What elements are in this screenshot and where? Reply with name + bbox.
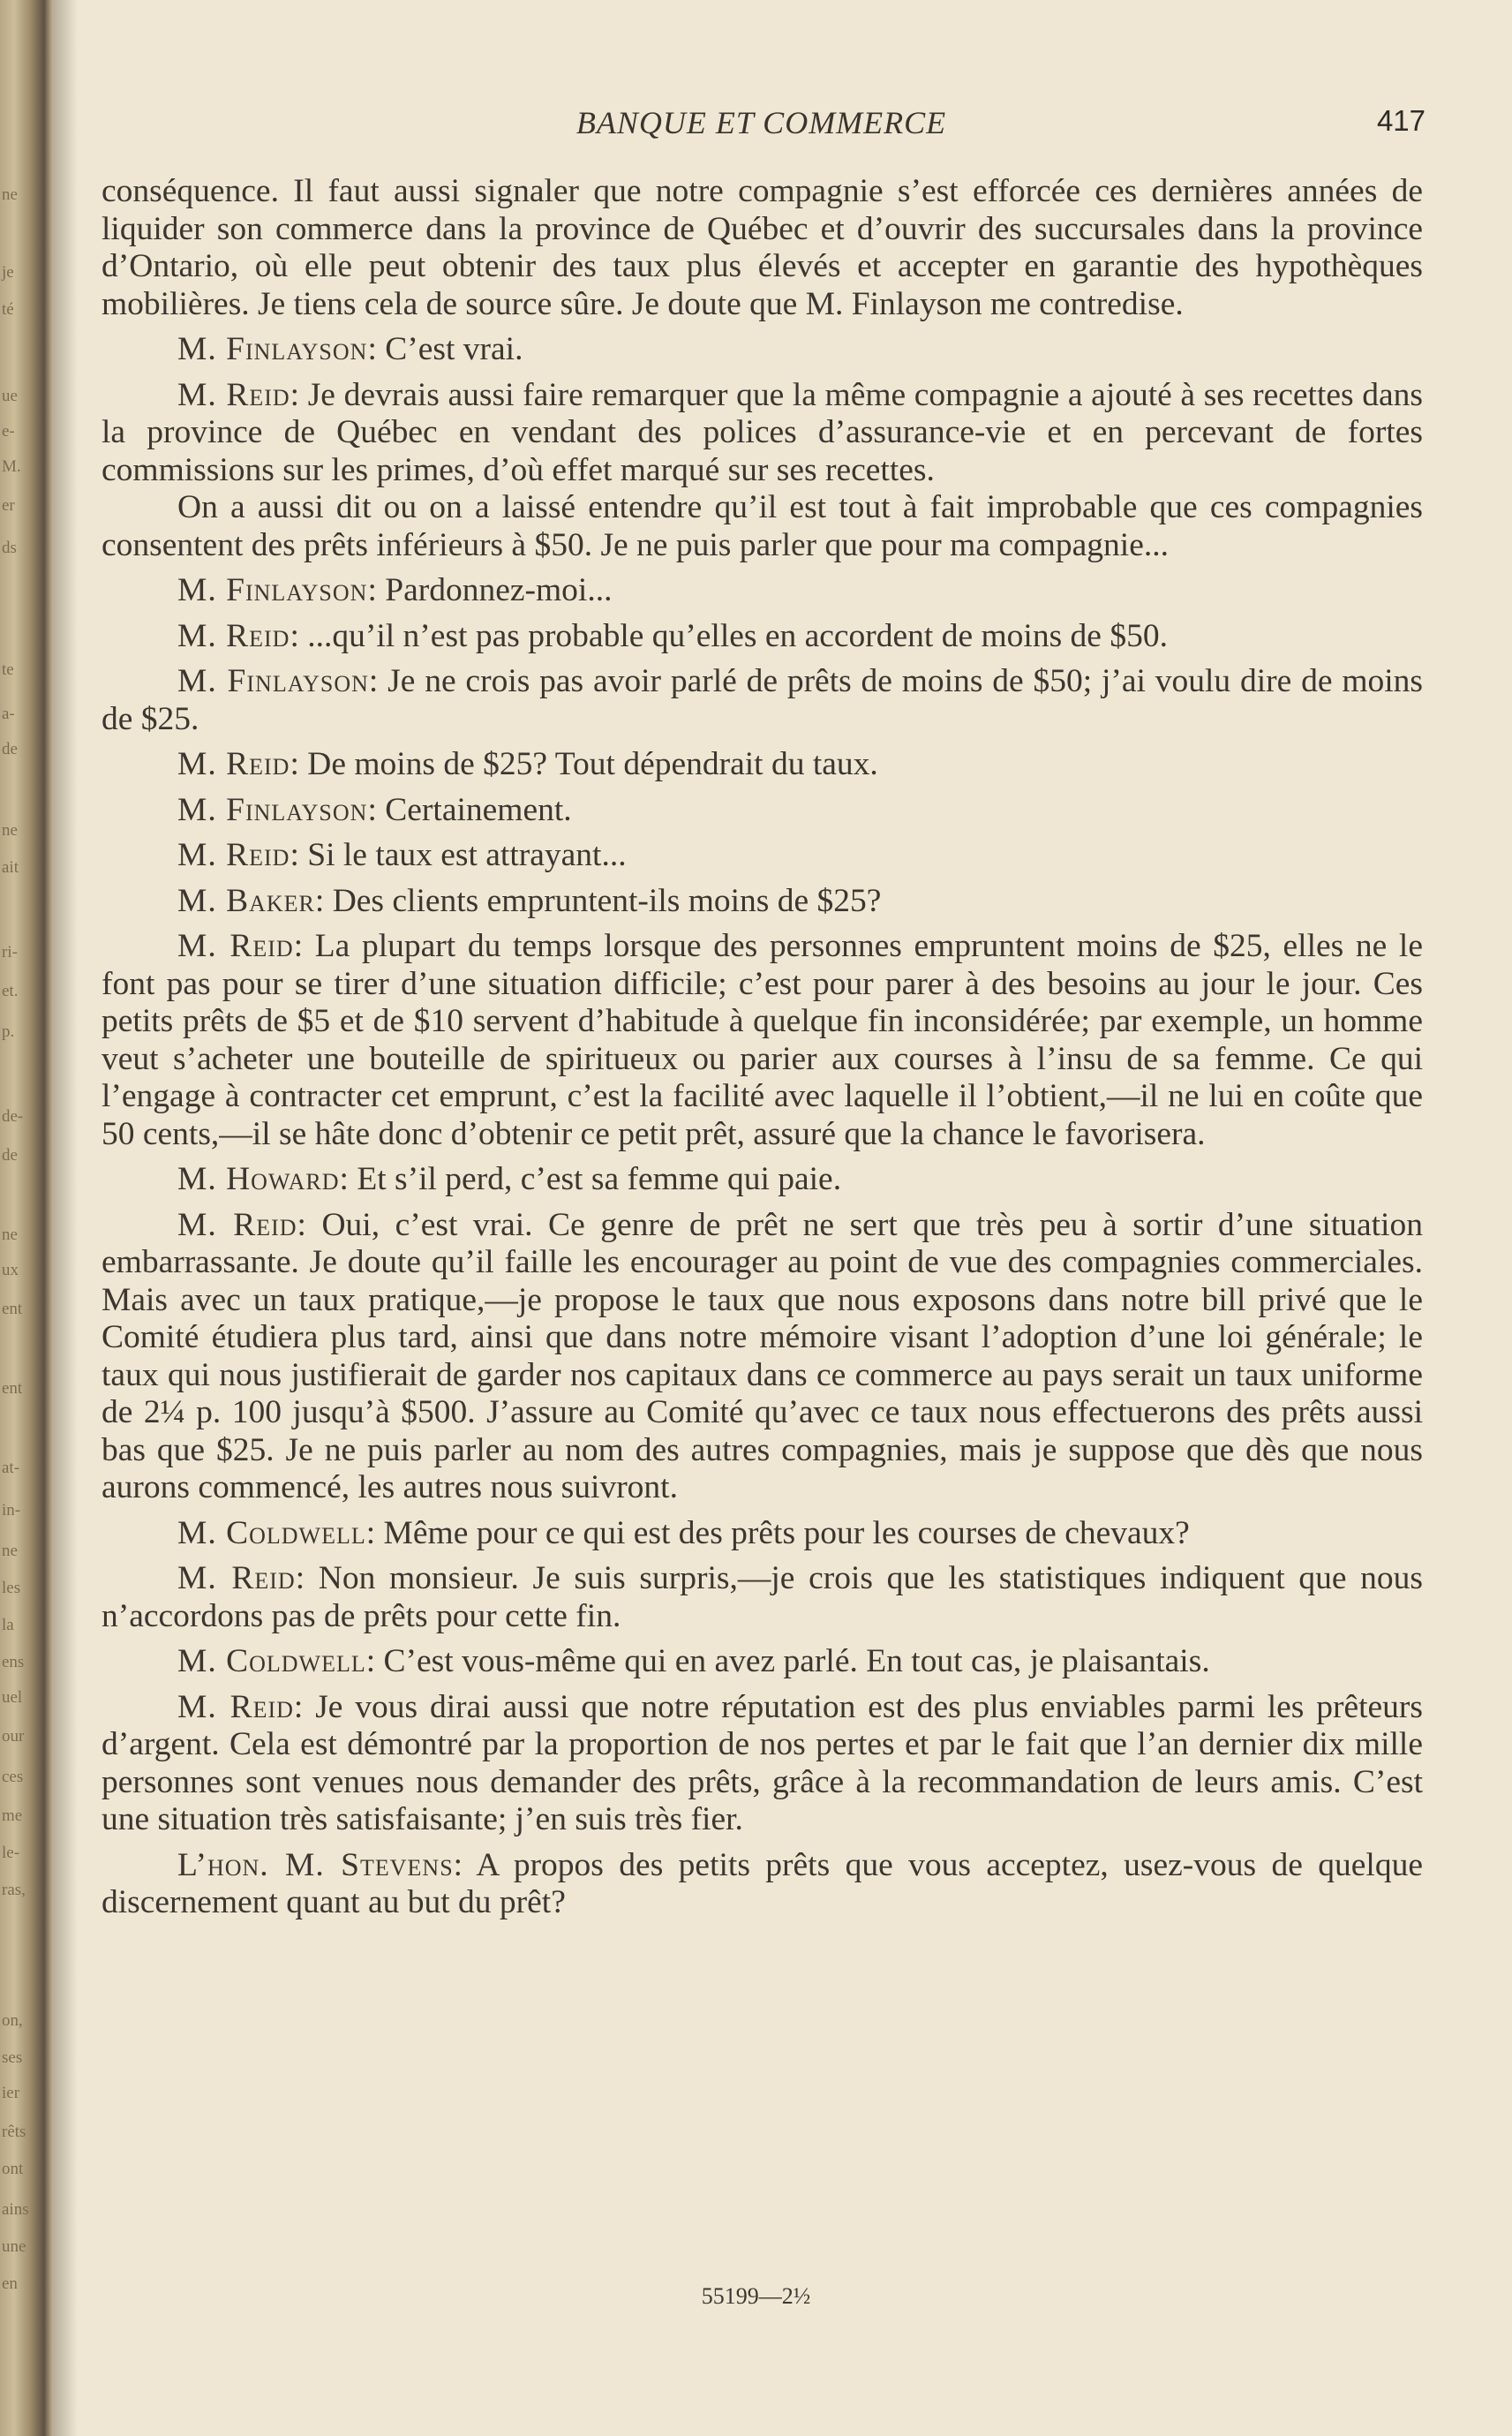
paragraph: M. Finlayson: Pardonnez-moi... [177, 572, 613, 608]
page-number: 417 [1376, 104, 1425, 137]
margin-fragment: té [2, 300, 14, 319]
margin-fragment: uel [2, 1688, 23, 1707]
margin-fragment: la [2, 1616, 14, 1634]
margin-fragment: ent [2, 1379, 23, 1398]
margin-fragment: a- [2, 705, 15, 723]
margin-fragment: ait [2, 858, 19, 877]
paragraph: M. Baker: Des clients empruntent-ils moins de $25? [177, 882, 882, 919]
speaker-name: M. Finlayson [177, 791, 368, 828]
paragraph-text: ...qu’il n’est pas probable qu’elles en accordent de moins de $50. [307, 617, 1168, 654]
margin-fragment: ras, [2, 1881, 26, 1899]
speaker-name: M. Reid [177, 1206, 297, 1243]
paragraph: M. Reid: Je vous dirai aussi que notre réputation est des plus enviables parmi les prêteurs d’argent. Cela est démontré par la proportion de nos pertes et par le fait que l’an dernier dix mille personnes sont venues nous demander des prêts, grâce à la recommandation de leurs amis. C’est une situation très satisfaisante; j’en suis très fier. [102, 1688, 1423, 1837]
paragraph-text: La plupart du temps lorsque des personnes empruntent moins de $25, elles ne le font pas pour se tirer d’une situation difficile; c’est pour parer à des besoins au jour le jour. Ces petits prêts de $5 et de $10 servent d’habitude à quelque fin inconsidérée; par exemple, un homme veut s’acheter une bouteille de spiritueux ou parier aux courses à l’insu de sa femme. Ce qui l’engage à contracter cet emprunt, c’est la facilité avec laquelle il l’obtient,—il ne lui en coûte que 50 cents,—il se hâte donc d’obtenir ce petit prêt, assuré que la chance le favorisera. [102, 928, 1423, 1152]
margin-fragment: ont [2, 2160, 24, 2178]
paragraph [102, 173, 1423, 323]
speaker-name: M. Reid [177, 617, 290, 654]
paragraph-text: C’est vous-même qui en avez parlé. En tout cas, je plaisantais. [383, 1643, 1210, 1679]
paragraph: M. Reid: Oui, c’est vrai. Ce genre de prêt ne sert que très peu à sortir d’une situation embarrassante. Je doute qu’il faille les encourager au point de vue des compagnies commerciales. Mais avec un taux pratique,—je propose le taux que nous exposons dans notre bill privé que le Comité étudiera plus tard, ainsi que dans notre mémoire visant l’adoption d’une loi générale; le taux qui nous justifierait de garder nos capitaux dans ce commerce au pays serait un taux uniforme de 2¼ p. 100 jusqu’à $500. J’assure au Comité qu’avec ce taux nous effectuerons des prêts aussi bas que $25. Je ne puis parler au nom des autres compagnies, mais je suppose que dès que nous aurons commencé, les autres nous suivront. [102, 1206, 1423, 1505]
paragraph: M. Howard: Et s’il perd, c’est sa femme qui paie. [177, 1161, 842, 1197]
book-spine-gutter [0, 0, 53, 2436]
paragraph-text: On a aussi dit ou on a laissé entendre qu’il est tout à fait improbable que ces compagnies consentent des prêts inférieurs à $50. Je ne puis parler que pour ma compagnie... [102, 489, 1423, 563]
margin-fragment: et. [2, 982, 19, 1000]
margin-fragment: ux [2, 1261, 19, 1279]
margin-fragment: ue [2, 387, 18, 405]
paragraph [102, 489, 1423, 564]
speaker-name: M. Reid [177, 837, 290, 873]
printer-signature: 55199—2½ [701, 2283, 811, 2309]
margin-fragment: une [2, 2237, 26, 2256]
margin-fragment: ens [2, 1653, 25, 1671]
speaker-name: M. Coldwell [177, 1514, 366, 1551]
margin-fragment: te [2, 660, 14, 679]
paragraph-text: Oui, c’est vrai. Ce genre de prêt ne sert que très peu à sortir d’une situation embarrassante. Je doute qu’il faille les encourager au point de vue des compagnies commerciales. Mais avec un taux pratique,—je propose le taux que nous exposons dans notre bill privé que le Comité étudiera plus tard, ainsi que dans notre mémoire visant l’adoption d’une loi générale; le taux qui nous justifierait de garder nos capitaux dans ce commerce au pays serait un taux uniforme de 2¼ p. 100 jusqu’à $500. J’assure au Comité qu’avec ce taux nous effectuerons des prêts aussi bas que $25. Je ne puis parler au nom des autres compagnies, mais je suppose que dès que nous aurons commencé, les autres nous suivront. [102, 1206, 1423, 1505]
speaker-name: M. Finlayson [177, 331, 368, 367]
paragraph-text: Je ne crois pas avoir parlé de prêts de moins de $50; j’ai voulu dire de moins de $25. [102, 663, 1424, 737]
paragraph-text: Je vous dirai aussi que notre réputation est des plus enviables parmi les prêteurs d’argent. Cela est démontré par la proportion de nos pertes et par le fait que l’an dernier dix mille personnes sont venues nous demander des prêts, grâce à la recommandation de leurs amis. C’est une situation très satisfaisante; j’en suis très fier. [102, 1688, 1423, 1837]
gutter-shadow [53, 0, 78, 2436]
paragraph: M. Finlayson: C’est vrai. [177, 331, 523, 367]
margin-fragment: M. [2, 457, 21, 476]
margin-fragment: ne [2, 821, 18, 840]
paragraph: M. Coldwell: C’est vous-même qui en avez parlé. En tout cas, je plaisantais. [177, 1643, 1210, 1679]
margin-fragment: ne [2, 185, 18, 204]
paragraph: M. Reid: De moins de $25? Tout dépendrait du taux. [177, 746, 878, 782]
speaker-name: M. Finlayson [177, 572, 368, 608]
paragraph-text: Non monsieur. Je suis surpris,—je crois que les statistiques indiquent que nous n’accordons pas de prêts pour cette fin. [102, 1560, 1423, 1634]
paragraph-text: Certainement. [385, 791, 572, 828]
paragraph: M. Reid: Si le taux est attrayant... [177, 837, 627, 873]
page-header [97, 104, 1425, 148]
paragraph: L’hon. M. Stevens: A propos des petits prêts que vous acceptez, usez-vous de quelque discernement quant au but du prêt? [102, 1846, 1423, 1920]
paragraph-text: De moins de $25? Tout dépendrait du taux. [307, 746, 878, 782]
speaker-name: M. Reid [177, 1688, 294, 1725]
paragraph-text: A propos des petits prêts que vous acceptez, usez-vous de quelque discernement quant au but du prêt? [102, 1846, 1423, 1920]
paragraph: M. Reid: Non monsieur. Je suis surpris,—je crois que les statistiques indiquent que nous n’accordons pas de prêts pour cette fin. [102, 1560, 1423, 1634]
margin-fragment: rêts [2, 2123, 26, 2141]
margin-fragment: ne [2, 1226, 18, 1244]
paragraph: M. Reid: Je devrais aussi faire remarquer que la même compagnie a ajouté à ses recettes dans la province de Québec en vendant des polices d’assurance-vie et en percevant de fortes commissions sur les primes, d’où effet marqué sur ses recettes. [102, 376, 1423, 488]
paragraph-text: Je devrais aussi faire remarquer que la même compagnie a ajouté à ses recettes dans la province de Québec en vendant des polices d’assurance-vie et en percevant de fortes commissions sur les primes, d’où effet marqué sur ses recettes. [102, 376, 1423, 488]
margin-fragment: ces [2, 1768, 24, 1786]
speaker-name: L’hon. M. Stevens [177, 1846, 454, 1883]
margin-fragment: de [2, 740, 18, 758]
speaker-name: M. Baker [177, 882, 315, 919]
margin-fragment: er [2, 496, 15, 515]
margin-fragment: ent [2, 1300, 23, 1318]
paragraph-text: C’est vrai. [385, 331, 523, 367]
speaker-name: M. Reid [177, 376, 290, 413]
paragraph: M. Reid: La plupart du temps lorsque des personnes empruntent moins de $25, elles ne le font pas pour se tirer d’une situation difficile; c’est pour parer à des besoins au jour le jour. Ces petits prêts de $5 et de $10 servent d’habitude à quelque fin inconsidérée; par exemple, un homme veut s’acheter une bouteille de spiritueux ou parier aux courses à l’insu de sa femme. Ce qui l’engage à contracter cet emprunt, c’est la facilité avec laquelle il l’obtient,—il ne lui en coûte que 50 cents,—il se hâte donc d’obtenir ce petit prêt, assuré que la chance le favorisera. [102, 928, 1423, 1152]
page-body [102, 173, 1423, 2221]
margin-fragment: de [2, 1146, 18, 1165]
speaker-name: M. Howard [177, 1161, 340, 1197]
margin-fragment: p. [2, 1022, 15, 1041]
margin-fragment: le- [2, 1844, 20, 1862]
speaker-name: M. Finlayson [177, 663, 369, 699]
speaker-name: M. Reid [177, 1560, 296, 1596]
margin-fragment: ri- [2, 943, 18, 962]
paragraph: M. Finlayson: Certainement. [177, 791, 572, 828]
speaker-name: M. Reid [177, 746, 290, 782]
margin-fragment: our [2, 1727, 25, 1746]
speaker-name: M. Reid [177, 928, 294, 964]
paragraph-text: Pardonnez-moi... [385, 572, 613, 608]
paragraph-text: Des clients empruntent-ils moins de $25? [332, 882, 882, 919]
speaker-name: M. Coldwell [177, 1643, 366, 1679]
paragraph: M. Reid: ...qu’il n’est pas probable qu’elles en accordent de moins de $50. [177, 617, 1168, 654]
paragraph: M. Coldwell: Même pour ce qui est des prêts pour les courses de chevaux? [177, 1514, 1190, 1551]
paragraph-text: Même pour ce qui est des prêts pour les courses de chevaux? [383, 1514, 1190, 1551]
margin-fragment: on, [2, 2011, 23, 2030]
margin-fragment: at- [2, 1459, 20, 1477]
margin-fragment: ains [2, 2200, 29, 2219]
running-title: BANQUE ET COMMERCE [575, 105, 947, 140]
margin-fragment: ne [2, 1542, 18, 1560]
paragraph: M. Finlayson: Je ne crois pas avoir parlé de prêts de moins de $50; j’ai voulu dire de moins de $25. [102, 663, 1424, 737]
margin-fragment: e- [2, 422, 15, 441]
margin-fragment: de- [2, 1107, 24, 1126]
margin-fragment: ier [2, 2084, 20, 2102]
margin-fragment: in- [2, 1501, 21, 1520]
margin-fragment: en [2, 2274, 18, 2293]
paragraph-text: Et s’il perd, c’est sa femme qui paie. [357, 1161, 842, 1197]
margin-fragment: les [2, 1579, 21, 1597]
margin-fragment: me [2, 1806, 23, 1825]
margin-fragment: ds [2, 539, 17, 557]
paragraph-text: conséquence. Il faut aussi signaler que notre compagnie s’est efforcée ces dernières années de liquider son commerce dans la province de Québec et d’ouvrir des succursales dans la province d’Ontario, où elle peut obtenir des taux plus élevés et accepter en garantie des hypothèques mobilières. Je tiens cela de source sûre. Je doute que M. Finlayson me contredise. [102, 173, 1423, 322]
margin-fragment: ses [2, 2048, 23, 2067]
paragraph-text: Si le taux est attrayant... [307, 837, 627, 873]
margin-fragment: je [2, 263, 14, 282]
